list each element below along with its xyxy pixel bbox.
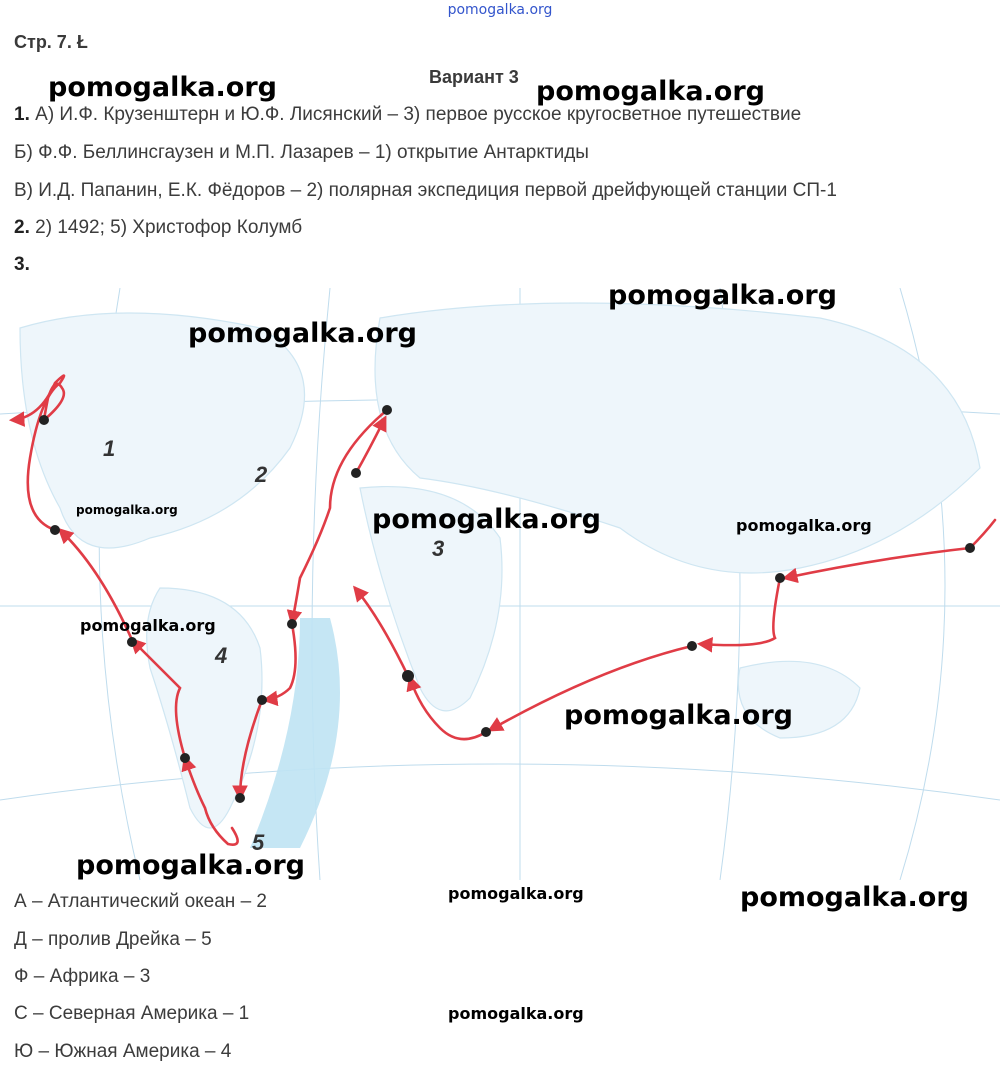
map-label-1: 1 bbox=[103, 436, 116, 461]
watermark: pomogalka.org bbox=[536, 76, 765, 107]
legend-item: А – Атлантический океан – 2 bbox=[14, 891, 267, 912]
route-point bbox=[127, 637, 137, 647]
route-point bbox=[257, 695, 267, 705]
watermark: pomogalka.org bbox=[448, 1004, 584, 1023]
watermark: pomogalka.org bbox=[76, 503, 178, 517]
variant-title: Вариант 3 bbox=[429, 67, 519, 87]
route-point bbox=[235, 793, 245, 803]
answer-1b: Б) Ф.Ф. Беллинсгаузен и М.П. Лазарев – 1) открытие Антарктиды bbox=[14, 142, 589, 163]
route-point bbox=[39, 415, 49, 425]
watermark: pomogalka.org bbox=[608, 280, 837, 311]
watermark: pomogalka.org bbox=[76, 850, 305, 881]
world-map bbox=[0, 288, 1000, 880]
route-point bbox=[351, 468, 361, 478]
route-point bbox=[287, 619, 297, 629]
legend-item: С – Северная Америка – 1 bbox=[14, 1003, 250, 1024]
route-point bbox=[382, 405, 392, 415]
answer-1a bbox=[14, 104, 801, 126]
question-number: 2. bbox=[14, 217, 30, 238]
route-point bbox=[402, 670, 414, 682]
map-label-4: 4 bbox=[215, 643, 228, 668]
route-point bbox=[775, 573, 785, 583]
legend-item: Ю – Южная Америка – 4 bbox=[14, 1041, 232, 1062]
watermark: pomogalka.org bbox=[80, 616, 216, 635]
answer-2 bbox=[14, 217, 302, 239]
page-label: Стр. 7. Ł bbox=[14, 32, 88, 52]
question-number: 1. bbox=[14, 104, 30, 125]
route-point bbox=[50, 525, 60, 535]
watermark: pomogalka.org bbox=[736, 516, 872, 535]
answer-text: А) И.Ф. Крузенштерн и Ю.Ф. Лисянский – 3) первое русское кругосветное путешествие bbox=[35, 104, 802, 125]
map-label-2: 2 bbox=[255, 462, 268, 487]
route-point bbox=[687, 641, 697, 651]
watermark: pomogalka.org bbox=[448, 884, 584, 903]
watermark: pomogalka.org bbox=[740, 882, 969, 913]
answer-3 bbox=[14, 254, 30, 276]
question-number: 3. bbox=[14, 254, 30, 275]
map-label-5: 5 bbox=[252, 830, 265, 855]
answer-text: 2) 1492; 5) Христофор Колумб bbox=[35, 217, 303, 238]
map-label-3: 3 bbox=[432, 536, 445, 561]
watermark: pomogalka.org bbox=[48, 72, 277, 103]
route-point bbox=[965, 543, 975, 553]
top-watermark: pomogalka.org bbox=[447, 2, 553, 18]
legend-item: Д – пролив Дрейка – 5 bbox=[14, 929, 212, 950]
route-point bbox=[180, 753, 190, 763]
watermark: pomogalka.org bbox=[372, 504, 601, 535]
watermark: pomogalka.org bbox=[188, 318, 417, 349]
route-point bbox=[481, 727, 491, 737]
legend-item: Ф – Африка – 3 bbox=[14, 966, 151, 987]
answer-1c: В) И.Д. Папанин, Е.К. Фёдоров – 2) полярная экспедиция первой дрейфующей станции СП-1 bbox=[14, 180, 837, 201]
watermark: pomogalka.org bbox=[564, 700, 793, 731]
